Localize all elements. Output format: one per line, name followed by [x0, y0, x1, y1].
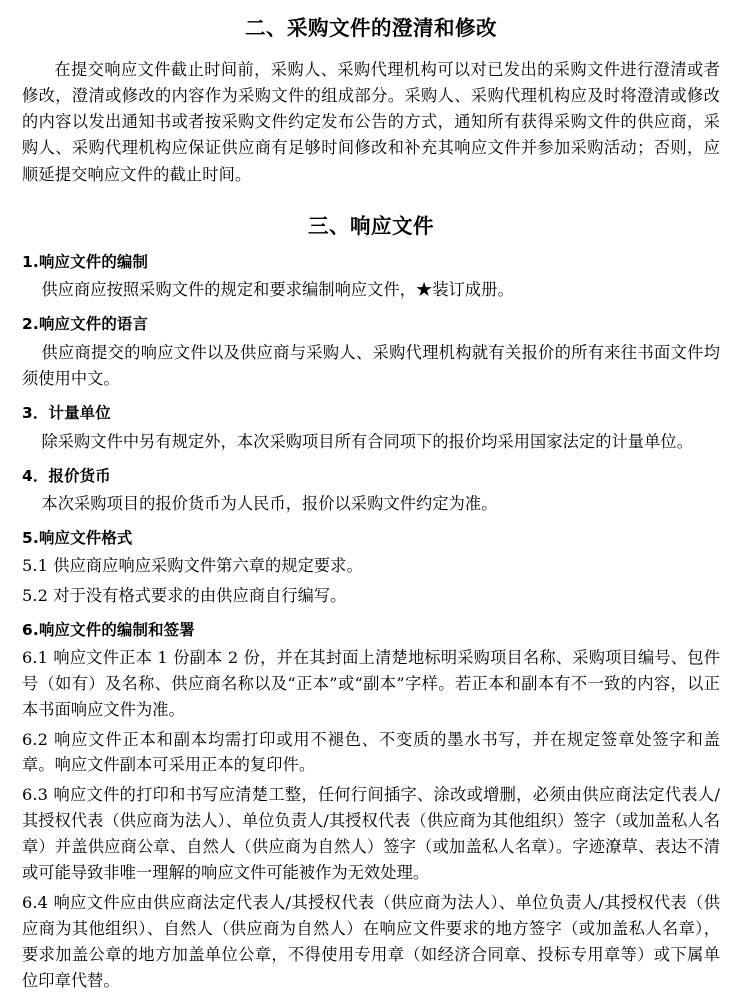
section-two-paragraph: 在提交响应文件截止时间前，采购人、采购代理机构可以对已发出的采购文件进行澄清或者修改，澄清或修改的内容作为采购文件的组成部分。采购人、采购代理机构应及时将澄清或修改的内容以发出通知书或者按采购文件约定发布公告的方式，通知所有获得采购文件的供应商，采购人、采购代理机构应保证供应商有足够时间修改和补充其响应文件并参加采购活动；否则，应顺延提交响应文件的截止时间。	[22, 59, 720, 184]
numbered-paragraph-6-3: 6.3 响应文件的打印和书写应清楚工整，任何行间插字、涂改或增删，必须由供应商法定代表人/其授权代表（供应商为法人）、单位负责人/其授权代表（供应商为其他组织）签字（或加盖私人名章）并盖供应商公章、自然人（供应商为自然人）签字（或加盖私人名章）。字迹潦草、表达不清或可能导致非唯一理解的响应文件可能被作为无效处理。	[22, 785, 720, 883]
subsection-paragraph-3-1: 除采购文件中另有规定外，本次采购项目所有合同项下的报价均采用国家法定的计量单位。	[41, 431, 693, 451]
subsection-paragraph-2-1: 供应商提交的响应文件以及供应商与采购人、采购代理机构就有关报价的所有来往书面文件均须使用中文。	[22, 343, 720, 388]
numbered-paragraph-5-1: 5.1 供应商应响应采购文件第六章的规定要求。	[22, 556, 363, 576]
subsection-title-6: 6.响应文件的编制和签署	[22, 620, 195, 639]
subsection-paragraph-4-1: 本次采购项目的报价货币为人民币，报价以采购文件约定为准。	[41, 494, 498, 514]
numbered-paragraph-5-2: 5.2 对于没有格式要求的由供应商自行编写。	[22, 586, 347, 606]
numbered-paragraph-6-1: 6.1 响应文件正本 1 份副本 2 份，并在其封面上清楚地标明采购项目名称、采购项目编号、包件号（如有）及名称、供应商名称以及“正本”或“副本”字样。若正本和副本有不一致的内容，以正本书面响应文件为准。	[22, 647, 720, 719]
subsection-title-4: 4．报价货币	[22, 466, 111, 485]
subsection-paragraph-1-1: 供应商应按照采购文件的规定和要求编制响应文件，★装订成册。	[41, 280, 514, 300]
subsection-title-5: 5.响应文件格式	[22, 529, 133, 548]
numbered-paragraph-6-2: 6.2 响应文件正本和副本均需打印或用不褪色、不变质的墨水书写，并在规定签章处签字和盖章。响应文件副本可采用正本的复印件。	[22, 729, 720, 775]
section-heading-three: 三、响应文件	[308, 213, 434, 238]
section-heading-two: 二、采购文件的澄清和修改	[245, 16, 497, 40]
subsection-title-2: 2.响应文件的语言	[22, 315, 149, 334]
subsection-title-1: 1.响应文件的编制	[22, 252, 149, 271]
subsection-title-3: 3．计量单位	[22, 403, 111, 422]
numbered-paragraph-6-4: 6.4 响应文件应由供应商法定代表人/其授权代表（供应商为法人）、单位负责人/其授权代表（供应商为其他组织）、自然人（供应商为自然人）在响应文件要求的地方签字（或加盖私人名章），要求加盖公章的地方加盖单位公章，不得使用专用章（如经济合同章、投标专用章等）或下属单位印章代替。	[22, 893, 720, 990]
